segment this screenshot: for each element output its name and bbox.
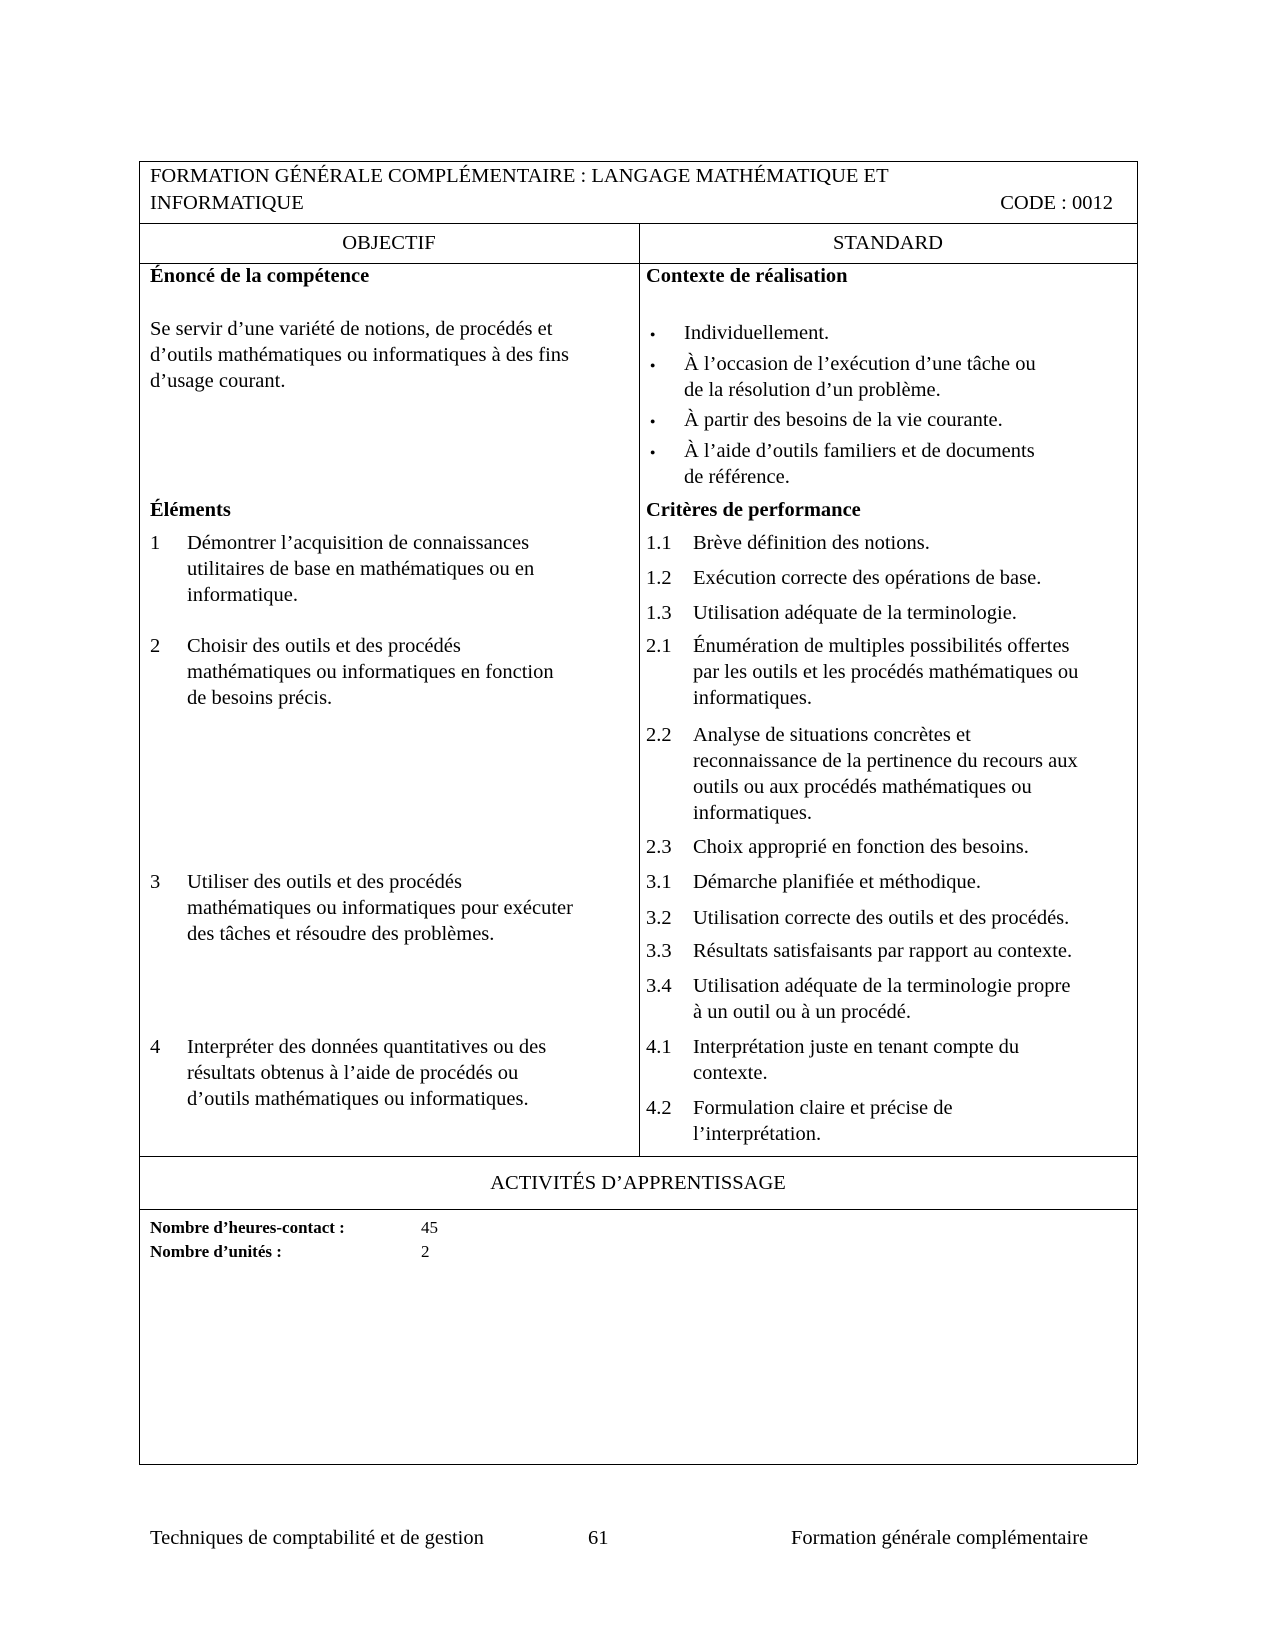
text-line: de la résolution d’un problème. xyxy=(684,379,941,401)
criterion-text xyxy=(693,600,1017,626)
text-line: d’usage courant. xyxy=(150,370,286,392)
course-code: CODE : 0012 xyxy=(1000,192,1113,214)
bullet-icon: ● xyxy=(650,360,656,370)
criterion-number: 2.1 xyxy=(646,635,672,657)
enonce-text xyxy=(150,316,569,394)
text-line: de besoins précis. xyxy=(187,687,333,709)
text-line: Analyse de situations concrètes et xyxy=(693,724,971,746)
footer-section: Formation générale complémentaire xyxy=(791,1527,1089,1549)
text-line: utilitaires de base en mathématiques ou en xyxy=(187,558,535,580)
criterion-text xyxy=(693,973,1070,1025)
units-label: Nombre d’unités : xyxy=(150,1242,282,1261)
text-line: Utilisation correcte des outils et des procédés. xyxy=(693,907,1070,929)
element-number: 4 xyxy=(150,1036,161,1058)
enonce-heading: Énoncé de la compétence xyxy=(150,265,370,287)
table-border-right xyxy=(1137,161,1138,1464)
element-text xyxy=(187,869,573,947)
element-number: 1 xyxy=(150,532,161,554)
text-line: Formulation claire et précise de xyxy=(693,1097,953,1119)
criterion-number: 1.2 xyxy=(646,567,672,589)
divider xyxy=(139,1156,1137,1157)
criterion-number: 3.1 xyxy=(646,871,672,893)
bullet-icon: ● xyxy=(650,447,656,457)
criterion-text xyxy=(693,938,1072,964)
units-value: 2 xyxy=(421,1242,430,1261)
element-text xyxy=(187,1034,546,1112)
text-line: Interpréter des données quantitatives ou des xyxy=(187,1036,547,1058)
text-line: Interprétation juste en tenant compte du xyxy=(693,1036,1020,1058)
text-line: À l’aide d’outils familiers et de documents xyxy=(684,440,1035,462)
text-line: de référence. xyxy=(684,466,790,488)
text-line: À partir des besoins de la vie courante. xyxy=(684,409,1003,431)
criterion-number: 4.1 xyxy=(646,1036,672,1058)
element-number: 3 xyxy=(150,871,161,893)
text-line: Exécution correcte des opérations de base. xyxy=(693,567,1042,589)
text-line: informatique. xyxy=(187,584,299,606)
column-divider xyxy=(639,223,640,1156)
elements-heading: Éléments xyxy=(150,499,231,521)
text-line: Utiliser des outils et des procédés xyxy=(187,871,462,893)
text-line: Choisir des outils et des procédés xyxy=(187,635,461,657)
text-line: mathématiques ou informatiques pour exécuter xyxy=(187,897,573,919)
criterion-text xyxy=(693,1095,953,1147)
footer-page-number: 61 xyxy=(588,1527,609,1549)
text-line: outils ou aux procédés mathématiques ou xyxy=(693,776,1032,798)
criterion-number: 1.3 xyxy=(646,602,672,624)
hours-value: 45 xyxy=(421,1218,438,1237)
text-line: Utilisation adéquate de la terminologie. xyxy=(693,602,1017,624)
text-line: À l’occasion de l’exécution d’une tâche ou xyxy=(684,353,1036,375)
text-line: par les outils et les procédés mathématiques ou xyxy=(693,661,1079,683)
text-line: des tâches et résoudre des problèmes. xyxy=(187,923,495,945)
text-line: mathématiques ou informatiques en fonction xyxy=(187,661,554,683)
hours-label: Nombre d’heures-contact : xyxy=(150,1218,345,1237)
criterion-text xyxy=(693,869,981,895)
table-border-top xyxy=(139,161,1137,162)
table-border-bottom xyxy=(139,1464,1137,1465)
criterion-number: 3.4 xyxy=(646,975,672,997)
list-item xyxy=(684,320,829,346)
text-line: reconnaissance de la pertinence du recours aux xyxy=(693,750,1078,772)
criterion-text xyxy=(693,834,1029,860)
text-line: l’interprétation. xyxy=(693,1123,822,1145)
text-line: Se servir d’une variété de notions, de procédés et xyxy=(150,318,553,340)
criterion-number: 2.2 xyxy=(646,724,672,746)
text-line: Énumération de multiples possibilités offertes xyxy=(693,635,1070,657)
column-header-standard: STANDARD xyxy=(833,232,943,254)
criterion-number: 4.2 xyxy=(646,1097,672,1119)
text-line: informatiques. xyxy=(693,802,812,824)
list-item xyxy=(684,351,1036,403)
bullet-icon: ● xyxy=(650,416,656,426)
text-line: Résultats satisfaisants par rapport au contexte. xyxy=(693,940,1073,962)
text-line: résultats obtenus à l’aide de procédés ou xyxy=(187,1062,519,1084)
criterion-number: 1.1 xyxy=(646,532,672,554)
criterion-number: 2.3 xyxy=(646,836,672,858)
column-header-objectif: OBJECTIF xyxy=(342,232,436,254)
list-item xyxy=(684,438,1035,490)
bullet-icon: ● xyxy=(650,329,656,339)
footer-program: Techniques de comptabilité et de gestion xyxy=(150,1527,484,1549)
criterion-number: 3.2 xyxy=(646,907,672,929)
text-line: Choix approprié en fonction des besoins. xyxy=(693,836,1029,858)
text-line: Démontrer l’acquisition de connaissances xyxy=(187,532,530,554)
criterion-text xyxy=(693,722,1078,826)
text-line: Individuellement. xyxy=(684,322,830,344)
criterion-number: 3.3 xyxy=(646,940,672,962)
text-line: contexte. xyxy=(693,1062,768,1084)
text-line: informatiques. xyxy=(693,687,812,709)
divider xyxy=(139,223,1137,224)
text-line: d’outils mathématiques ou informatiques à des fins xyxy=(150,344,570,366)
criteres-heading: Critères de performance xyxy=(646,499,861,521)
text-line: d’outils mathématiques ou informatiques. xyxy=(187,1088,529,1110)
text-line: Utilisation adéquate de la terminologie propre xyxy=(693,975,1071,997)
criterion-text xyxy=(693,905,1069,931)
criterion-text xyxy=(693,633,1078,711)
criterion-text xyxy=(693,565,1041,591)
element-text xyxy=(187,530,534,608)
text-line: Démarche planifiée et méthodique. xyxy=(693,871,982,893)
table-border-left xyxy=(139,161,140,1464)
text-line: à un outil ou à un procédé. xyxy=(693,1001,912,1023)
title-line-1: FORMATION GÉNÉRALE COMPLÉMENTAIRE : LANGAGE MATHÉMATIQUE ET xyxy=(150,165,889,187)
activites-heading: ACTIVITÉS D’APPRENTISSAGE xyxy=(490,1172,786,1194)
criterion-text xyxy=(693,530,930,556)
list-item xyxy=(684,407,1003,433)
contexte-heading: Contexte de réalisation xyxy=(646,265,848,287)
criterion-text xyxy=(693,1034,1019,1086)
text-line: Brève définition des notions. xyxy=(693,532,930,554)
divider xyxy=(139,1209,1137,1210)
title-line-2: INFORMATIQUE xyxy=(150,192,304,214)
element-text xyxy=(187,633,554,711)
element-number: 2 xyxy=(150,635,161,657)
